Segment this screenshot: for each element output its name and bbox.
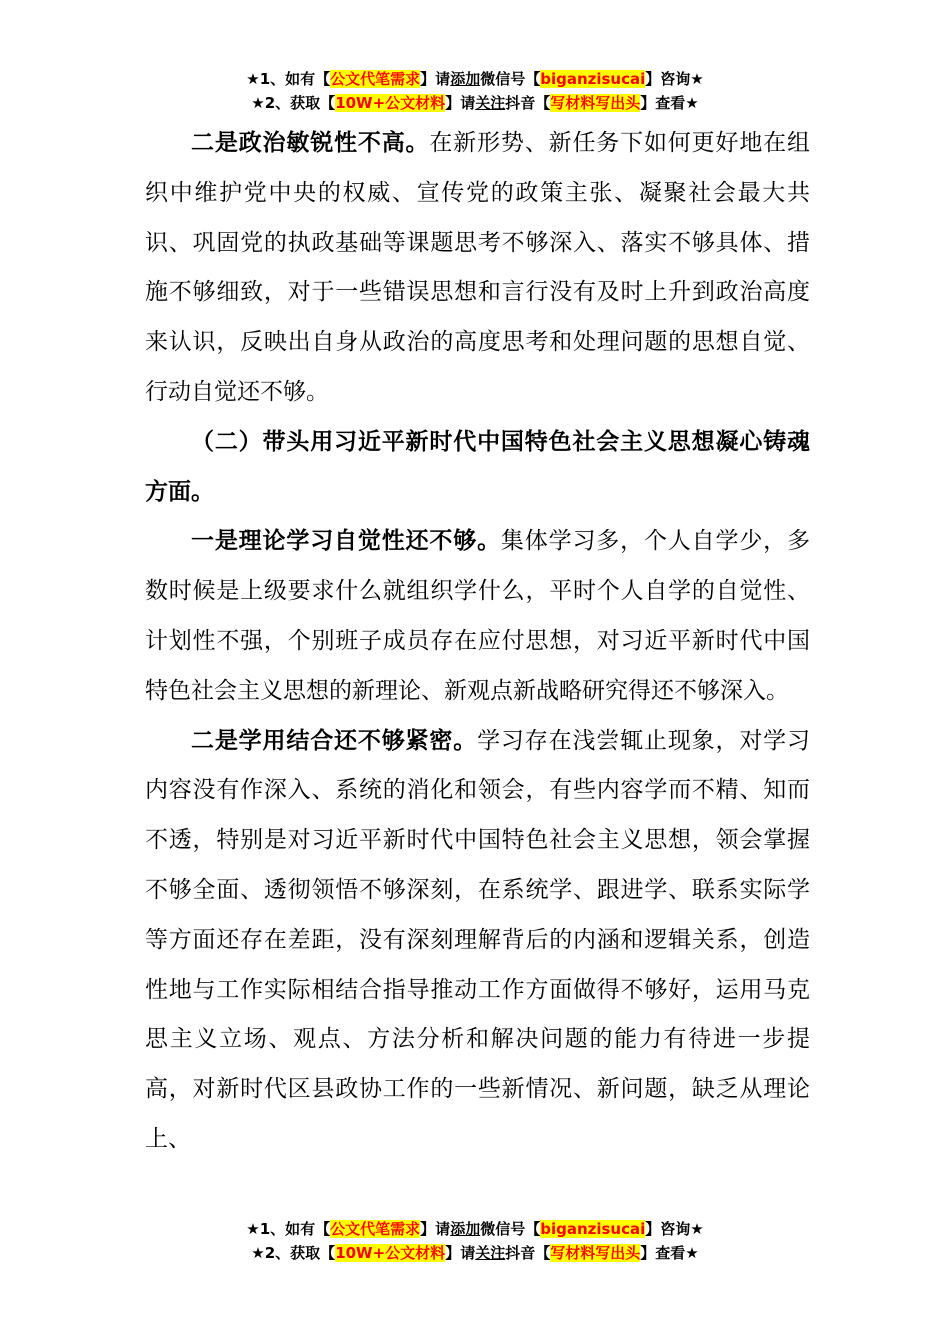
paragraph-text: 集体学习多，个人自学少，多数时候是上级要求什么就组织学什么，平时个人自学的自觉性、计划性不强，个别班子成员存在应付思想，对习近平新时代中国特色社会主义思想的新理论、新观点新战略研究得还不够深入。 bbox=[145, 528, 811, 704]
banner-line-1 bbox=[0, 1217, 950, 1241]
banner-emphasis: 添加 bbox=[450, 1220, 481, 1238]
banner-emphasis: 添加 bbox=[450, 70, 481, 88]
paragraph-theory-study bbox=[145, 517, 810, 716]
banner-highlight: 10W+公文材料 bbox=[335, 1244, 446, 1262]
banner-text: 抖音【 bbox=[505, 1244, 551, 1262]
footer-banner bbox=[0, 1217, 950, 1265]
banner-text: ★2、获取【 bbox=[251, 94, 336, 112]
paragraph-lead: 二是政治敏锐性不高。 bbox=[191, 130, 430, 156]
banner-highlight: 10W+公文材料 bbox=[335, 94, 446, 112]
banner-douyin-id: 写材料写出头 bbox=[550, 1244, 641, 1262]
banner-highlight: 公文代笔需求 bbox=[330, 70, 421, 88]
paragraph-learning-application bbox=[145, 717, 810, 1165]
paragraph-political-sensitivity bbox=[145, 119, 810, 418]
banner-douyin-id: 写材料写出头 bbox=[550, 94, 641, 112]
banner-text: 】查看★ bbox=[640, 94, 699, 112]
banner-text: 】请 bbox=[420, 1220, 451, 1238]
banner-text: 抖音【 bbox=[505, 94, 551, 112]
banner-line-2 bbox=[0, 1241, 950, 1265]
banner-highlight: 公文代笔需求 bbox=[330, 1220, 421, 1238]
banner-emphasis: 关注 bbox=[475, 1244, 506, 1262]
section-heading: （二）带头用习近平新时代中国特色社会主义思想凝心铸魂方面。 bbox=[145, 428, 810, 505]
banner-text: 】请 bbox=[445, 94, 476, 112]
banner-text: 】查看★ bbox=[640, 1244, 699, 1262]
banner-text: 】咨询★ bbox=[645, 70, 704, 88]
document-body bbox=[145, 119, 810, 1165]
paragraph-lead: 二是学用结合还不够紧密。 bbox=[191, 727, 478, 754]
banner-wechat-id: biganzisucai bbox=[540, 70, 646, 88]
banner-text: 微信号【 bbox=[480, 1220, 541, 1238]
paragraph-text: 在新形势、新任务下如何更好地在组织中维护党中央的权威、宣传党的政策主张、凝聚社会最大共识、巩固党的执政基础等课题思考不够深入、落实不够具体、措施不够细致，对于一些错误思想和言行没有及时上升到政治高度来认识，反映出自身从政治的高度思考和处理问题的思想自觉、行动自觉还不够。 bbox=[145, 130, 811, 405]
banner-wechat-id: biganzisucai bbox=[540, 1220, 646, 1238]
banner-text: ★1、如有【 bbox=[246, 70, 331, 88]
banner-text: ★1、如有【 bbox=[246, 1220, 331, 1238]
banner-emphasis: 关注 bbox=[475, 94, 506, 112]
banner-text: ★2、获取【 bbox=[251, 1244, 336, 1262]
banner-line-2 bbox=[0, 91, 950, 115]
banner-text: 】请 bbox=[445, 1244, 476, 1262]
paragraph-text: 学习存在浅尝辄止现象，对学习内容没有作深入、系统的消化和领会，有些内容学而不精、知而不透，特别是对习近平新时代中国特色社会主义思想，领会掌握不够全面、透彻领悟不够深刻，在系统学、跟进学、联系实际学等方面还存在差距，没有深刻理解背后的内涵和逻辑关系，创造性地与工作实际相结合指导推动工作方面做得不够好，运用马克思主义立场、观点、方法分析和解决问题的能力有待进一步提高，对新时代区县政协工作的一些新情况、新问题，缺乏从理论上、 bbox=[145, 727, 811, 1152]
header-banner bbox=[0, 67, 950, 115]
banner-text: 】请 bbox=[420, 70, 451, 88]
banner-text: 】咨询★ bbox=[645, 1220, 704, 1238]
paragraph-lead: 一是理论学习自觉性还不够。 bbox=[191, 528, 501, 555]
banner-text: 微信号【 bbox=[480, 70, 541, 88]
banner-line-1 bbox=[0, 67, 950, 91]
